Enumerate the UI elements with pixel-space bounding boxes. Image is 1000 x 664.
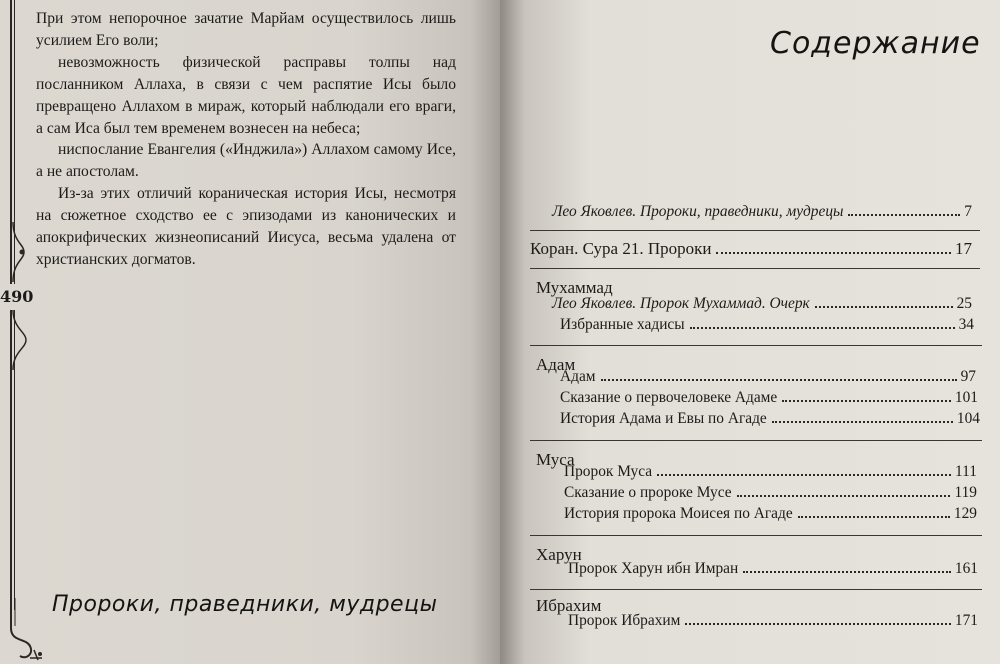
toc-entry-page: 161: [954, 560, 978, 577]
toc-entry-page: 25: [956, 295, 972, 312]
toc-group-title: Муса: [536, 450, 575, 469]
toc-entry[interactable]: [530, 239, 972, 259]
dot-leader: [716, 252, 951, 254]
toc-entry[interactable]: [560, 368, 976, 386]
dot-leader: [815, 306, 953, 308]
toc-entry[interactable]: [568, 612, 978, 630]
toc-entry[interactable]: [552, 203, 972, 221]
toc-entry-page: 111: [955, 463, 977, 480]
toc-entry-title: Лео Яковлев. Пророки, праведники, мудрецы: [552, 203, 844, 220]
toc-entry-page: 7: [964, 203, 972, 220]
corner-ornament-icon: [4, 598, 44, 664]
toc-group-title: Адам: [536, 355, 576, 374]
divider: [530, 268, 980, 269]
toc-entry[interactable]: [568, 560, 978, 578]
toc-entry-title: Лео Яковлев. Пророк Мухаммад. Очерк: [552, 295, 810, 312]
paragraph: Из-за этих отличий кораническая история Исы, несмотря на сюжетное сходство ее с эпизодами из канонических и апокрифических жизнеописаний Иисуса, весьма удалена от христианских догматов.: [36, 185, 456, 268]
divider: [530, 589, 982, 590]
toc-entry-title: Сказание о первочеловеке Адаме: [560, 389, 778, 406]
toc-group-title: Ибрахим: [536, 596, 602, 615]
toc-entry-title: Коран. Сура 21. Пророки: [530, 239, 712, 258]
toc-entry-title: Пророк Харун ибн Имран: [568, 560, 739, 577]
paragraph: При этом непорочное зачатие Марйам осуществилось лишь усилием Его воли;: [36, 10, 456, 49]
divider: [530, 535, 982, 536]
toc-entry[interactable]: [560, 316, 974, 334]
toc-entry-title: Адам: [560, 368, 596, 385]
border-ornament-icon: [2, 222, 32, 282]
toc-entry[interactable]: [560, 410, 980, 428]
divider: [530, 440, 982, 441]
toc-entry[interactable]: [564, 505, 977, 523]
dot-leader: [737, 495, 951, 497]
dot-leader: [772, 421, 953, 423]
paragraph: невозможность физической расправы толпы над посланником Аллаха, в связи с чем распятие Исы было превращено Аллахом в мираж, который наблюдали его враги, а сам Иса был тем временем вознесен на небеса;: [36, 53, 456, 137]
toc-entry[interactable]: [552, 295, 972, 313]
toc-entry-title: Пророк Муса: [564, 463, 653, 480]
dot-leader: [657, 474, 951, 476]
toc-entry[interactable]: [564, 463, 977, 481]
dot-leader: [798, 516, 950, 518]
dot-leader: [690, 327, 955, 329]
toc-entry-page: 101: [954, 389, 978, 406]
dot-leader: [782, 400, 951, 402]
body-text: [36, 8, 456, 271]
section-title: Пророки, праведники, мудрецы: [52, 592, 438, 617]
toc-entry[interactable]: [564, 484, 977, 502]
divider: [530, 230, 980, 231]
toc-heading: Содержание: [770, 26, 981, 61]
toc-entry-page: 97: [960, 368, 976, 385]
toc-entry-page: 129: [953, 505, 977, 522]
table-of-contents: [500, 0, 1000, 664]
border-ornament-icon: [2, 310, 32, 370]
dot-leader: [601, 379, 957, 381]
toc-entry-title: История пророка Моисея по Агаде: [564, 505, 793, 522]
toc-entry-page: 17: [955, 239, 972, 258]
toc-entry-title: Пророк Ибрахим: [568, 612, 681, 629]
toc-group-title: Мухаммад: [536, 278, 613, 297]
page-number: 490: [0, 284, 30, 310]
toc-entry-page: 171: [954, 612, 978, 629]
right-page: [500, 0, 1000, 664]
dot-leader: [743, 571, 951, 573]
dot-leader: [685, 623, 951, 625]
dot-leader: [848, 214, 960, 216]
toc-entry-page: 119: [954, 484, 977, 501]
toc-entry-page: 104: [956, 410, 980, 427]
toc-entry-title: Сказание о пророке Мусе: [564, 484, 732, 501]
toc-entry-title: История Адама и Евы по Агаде: [560, 410, 767, 427]
toc-group-title: Харун: [536, 545, 582, 564]
toc-entry[interactable]: [560, 389, 978, 407]
toc-entry-page: 34: [958, 316, 974, 333]
paragraph: ниспослание Евангелия («Инджила») Аллахом самому Исе, а не апостолам.: [36, 141, 456, 181]
divider: [530, 345, 982, 346]
toc-entry-title: Избранные хадисы: [560, 316, 685, 333]
